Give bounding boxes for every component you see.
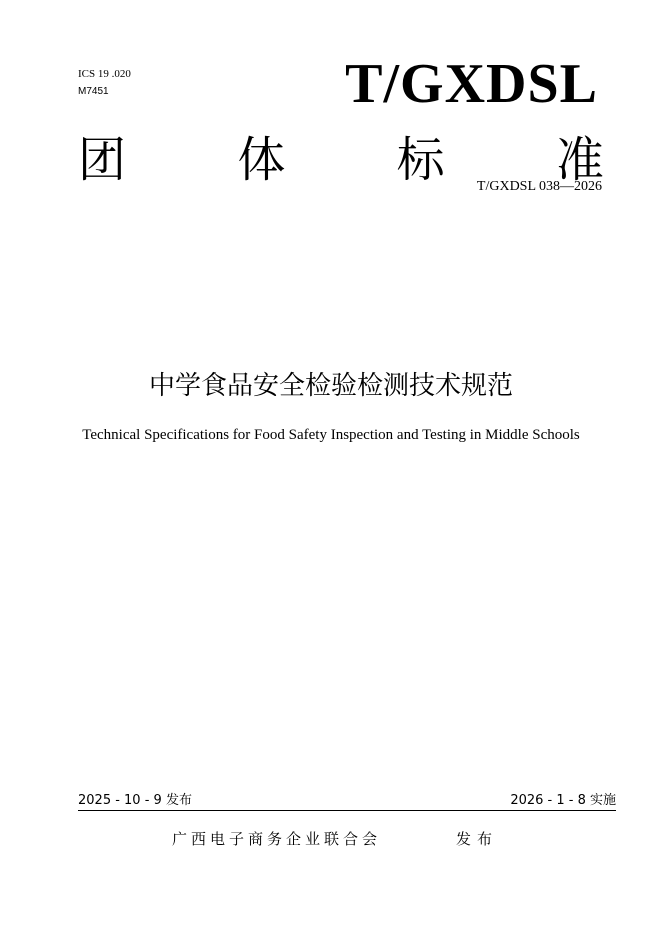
standard-code-logo: T/GXDSL — [345, 53, 598, 115]
date-row — [78, 790, 616, 811]
implementation-date: 2026 - 1 - 8 实施 — [510, 793, 616, 808]
release-date: 2025 - 10 - 9 发布 — [78, 793, 192, 808]
publisher-name: 广西电子商务企业联合会 — [172, 830, 382, 848]
publish-label: 发布 — [456, 830, 499, 848]
english-title: Technical Specifications for Food Safety Inspection and Testing in Middle Schools — [82, 427, 580, 443]
ccs-code: M7451 — [78, 86, 109, 97]
standard-type-char: 准 — [555, 132, 604, 188]
ics-code: ICS 19 .020 — [78, 68, 131, 80]
standard-type-char: 体 — [237, 132, 286, 188]
standard-type-char: 标 — [396, 132, 445, 188]
chinese-title: 中学食品安全检验检测技术规范 — [148, 371, 513, 401]
standard-type-char: 团 — [78, 132, 127, 188]
standard-number: T/GXDSL 038—2026 — [476, 179, 602, 194]
